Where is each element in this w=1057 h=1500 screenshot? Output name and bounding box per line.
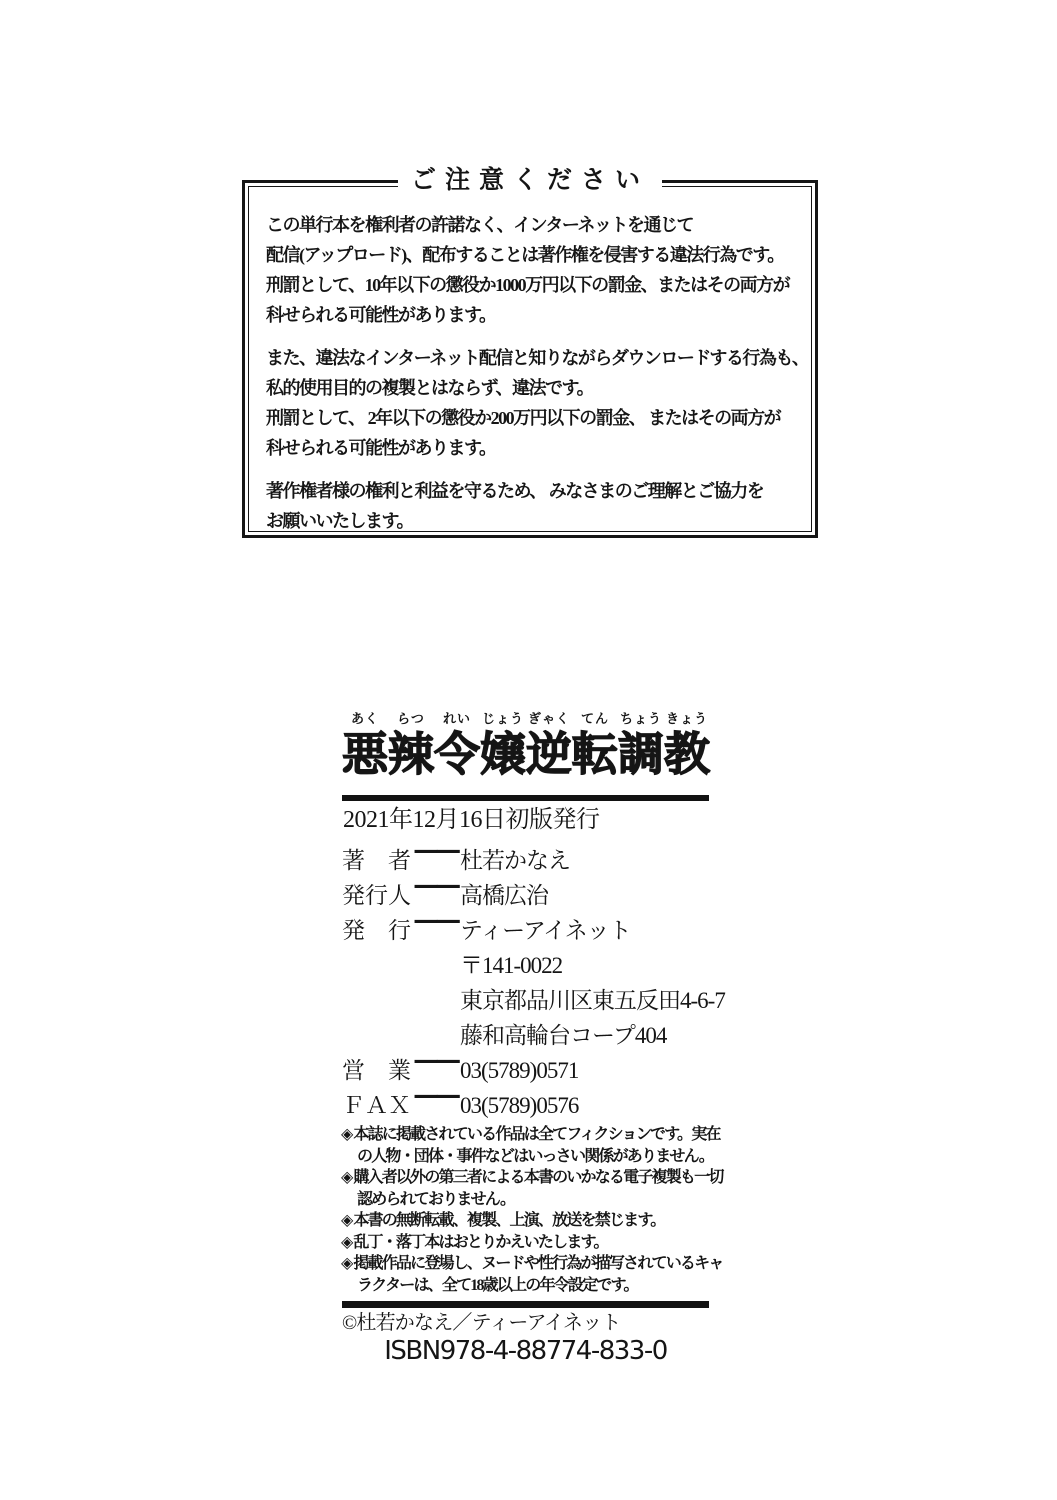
row-label: 発 行 <box>342 918 411 943</box>
note-diamond-marker: ◈ <box>341 1212 354 1229</box>
edition-date: 2021年12月16日初版発行 <box>343 807 600 833</box>
publication-row-sales-phone: 営 業 ── 03(5789)0571 <box>342 1053 725 1088</box>
warning-line: お願いいたします。 <box>266 511 414 531</box>
furigana-label: ぎゃく <box>527 711 570 726</box>
book-title-char <box>572 712 618 778</box>
note-item <box>341 1253 726 1296</box>
publication-row-author: 著 者 ── 杜若かなえ <box>342 843 725 878</box>
note-text: 購入者以外の第三者による本書のいかなる電子複製も一切認められておりません。 <box>353 1169 723 1208</box>
row-label: 営 業 <box>342 1058 411 1083</box>
note-diamond-marker: ◈ <box>341 1255 354 1272</box>
book-title-char <box>480 712 526 778</box>
note-item <box>341 1167 726 1210</box>
note-diamond-marker: ◈ <box>341 1126 354 1143</box>
publication-row-publisher: 発 行 ── ティーアイネット <box>342 913 725 948</box>
kanji-char: 辣 <box>388 729 434 780</box>
row-value: 藤和高輪台コープ404 <box>460 1023 667 1048</box>
note-text: 掲載作品に登場し、ヌードや性行為が描写されているキャラクターは、全て18歳以上の年令設定です。 <box>353 1255 723 1294</box>
book-title-char <box>342 712 388 778</box>
copyright-warning-box <box>242 167 818 538</box>
furigana-label: てん <box>580 711 609 726</box>
book-title-char <box>388 712 434 778</box>
kanji-char: 転 <box>572 729 618 780</box>
row-value: 03(5789)0576 <box>460 1093 579 1118</box>
warning-line: また、違法なインターネット配信と知りながらダウンロードする行為も、 <box>266 348 809 368</box>
book-title-char <box>664 712 710 778</box>
kanji-char: 調 <box>618 729 664 780</box>
warning-line: 刑罰として、 2年以下の懲役か200万円以下の罰金、 またはその両方が <box>266 408 781 428</box>
note-text: 乱丁・落丁本はおとりかえいたします。 <box>353 1233 608 1251</box>
warning-line: 著作権者様の権利と利益を守るため、 みなさまのご理解とご協力を <box>266 481 764 501</box>
note-diamond-marker: ◈ <box>341 1233 354 1251</box>
kanji-char: 教 <box>664 729 710 780</box>
publication-row-address-1 <box>342 983 725 1018</box>
book-title-char <box>434 712 480 778</box>
note-item <box>341 1232 726 1254</box>
kanji-char: 逆 <box>526 729 572 780</box>
row-value: 03(5789)0571 <box>460 1058 579 1083</box>
title-underline-rule <box>342 795 709 801</box>
row-label: 著 者 <box>342 848 411 873</box>
publication-row-address-2 <box>342 1018 725 1053</box>
kanji-char: 令 <box>434 729 480 780</box>
book-title-char <box>618 712 664 778</box>
row-value: 高橋広治 <box>460 883 548 908</box>
warning-line: 科せられる可能性があります。 <box>266 305 496 325</box>
colophon-notes <box>341 1124 726 1296</box>
furigana-label: じょう <box>481 711 524 726</box>
warning-paragraph <box>266 343 809 463</box>
kanji-char: 悪 <box>342 729 388 780</box>
warning-heading: ご注意ください <box>398 163 662 199</box>
note-item <box>341 1210 726 1232</box>
row-label: ＦＡＸ <box>342 1093 411 1118</box>
note-text: 本誌に掲載されている作品は全てフィクションです。実在の人物・団体・事件などはいっさい関係がありません。 <box>353 1126 720 1165</box>
warning-paragraph <box>266 476 797 536</box>
publication-row-postal-code <box>342 948 725 983</box>
furigana-label: あく <box>350 711 379 726</box>
furigana-label: ちょう <box>619 711 662 726</box>
warning-paragraph <box>266 210 797 330</box>
warning-line: この単行本を権利者の許諾なく、インターネットを通じて <box>266 215 694 235</box>
row-value: 〒141-0022 <box>460 953 563 978</box>
warning-line: 配信(アップロード)、配布することは著作権を侵害する違法行為です。 <box>266 245 784 265</box>
warning-line: 科せられる可能性があります。 <box>266 438 496 458</box>
row-value: 杜若かなえ <box>460 848 570 873</box>
kanji-char: 嬢 <box>480 729 526 780</box>
row-label: 発行人 <box>342 883 411 908</box>
note-diamond-marker: ◈ <box>341 1169 354 1186</box>
row-value: 東京都品川区東五反田4-6-7 <box>460 988 725 1013</box>
warning-line: 刑罰として、10年以下の懲役か1000万円以下の罰金、またはその両方が <box>266 275 790 295</box>
warning-text <box>249 187 811 531</box>
copyright-line: ©杜若かなえ／ティーアイネット <box>342 1312 621 1334</box>
book-title-char <box>526 712 572 778</box>
warning-line: 私的使用目的の複製とはならず、違法です。 <box>266 378 594 398</box>
furigana-label: らつ <box>397 711 425 726</box>
note-text: 本書の無断転載、複製、上演、放送を禁じます。 <box>353 1212 665 1229</box>
furigana-label: きょう <box>665 711 708 726</box>
isbn-number: ISBN978-4-88774-833-0 <box>384 1336 667 1366</box>
bottom-divider-rule <box>342 1301 709 1308</box>
publication-row-fax: ＦＡＸ ── 03(5789)0576 <box>342 1088 725 1123</box>
furigana-label: れい <box>442 711 471 726</box>
publication-info <box>342 830 725 1123</box>
publication-row-publisher-person: 発行人 ── 高橋広治 <box>342 878 725 913</box>
row-value: ティーアイネット <box>460 918 631 943</box>
book-title <box>342 712 710 778</box>
note-item <box>341 1124 726 1167</box>
